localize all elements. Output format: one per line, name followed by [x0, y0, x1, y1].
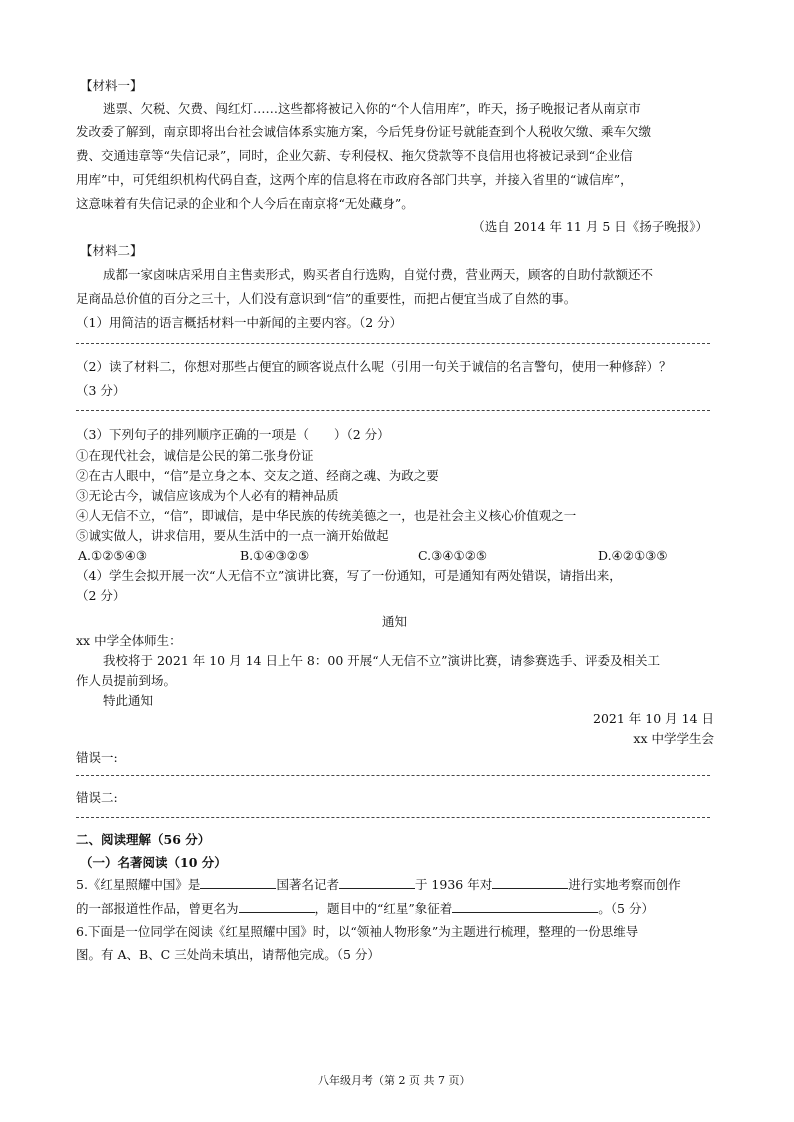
question-4-score: （2 分） — [76, 588, 126, 603]
answer-line-error-two[interactable] — [76, 817, 710, 818]
notice-date: 2021 年 10 月 14 日 — [593, 711, 714, 726]
sentence-item: ①在现代社会，诚信是公民的第二张身份证 — [76, 448, 314, 463]
q5-text: 于 1936 年对 — [414, 877, 493, 892]
question-6-line: 图。有 A、B、C 三处尚未填出，请帮他完成。（5 分） — [76, 947, 380, 962]
q5-text: 国著名记者 — [276, 877, 339, 892]
question-5-line-2 — [76, 901, 654, 917]
notice-body: 作人员提前到场。 — [76, 673, 177, 688]
sentence-item: ⑤诚实做人，讲求信用，要从生活中的一点一滴开始做起 — [76, 528, 389, 543]
material-1-line: 发改委了解到，南京即将出台社会诚信体系实施方案，今后凭身份证号就能查到个人税收欠缴、乘车欠缴 — [76, 124, 652, 139]
q5-text: 进行实地考察而创作 — [568, 877, 681, 892]
material-1-line: 用库”中，可凭组织机构代码自查，这两个库的信息将在市政府各部门共享，并接入省里的“诚信库”， — [76, 172, 633, 187]
material-1-line: 这意味着有失信记录的企业和个人今后在南京将“无处藏身”。 — [76, 196, 414, 211]
fill-blank-former-title[interactable] — [239, 901, 315, 913]
q5-text: 5.《红星照耀中国》是 — [76, 877, 201, 892]
answer-line-q2[interactable] — [76, 410, 710, 411]
material-1-line: 逃票、欠税、欠费、闯红灯……这些都将被记入你的“个人信用库”，昨天，扬子晚报记者从南京市 — [103, 101, 641, 116]
section-2-subtitle: （一）名著阅读（10 分） — [80, 855, 227, 870]
answer-line-error-one[interactable] — [76, 775, 710, 776]
question-4: （4）学生会拟开展一次“人无信不立”演讲比赛，写了一份通知，可是通知有两处错误，请指出来， — [76, 568, 622, 583]
question-6-line: 6.下面是一位同学在阅读《红星照耀中国》时，以“领袖人物形象”为主题进行梳理，整理的一份思维导 — [76, 924, 639, 939]
fill-blank-region[interactable] — [492, 877, 568, 889]
option-b[interactable]: B.①④③②⑤ — [240, 548, 310, 563]
question-1: （1）用简洁的语言概括材料一中新闻的主要内容。（2 分） — [76, 315, 403, 330]
option-a[interactable]: A.①②⑤④③ — [78, 548, 148, 563]
question-3: （3）下列句子的排列顺序正确的一项是（ ）（2 分） — [76, 427, 390, 442]
fill-blank-journalist[interactable] — [339, 877, 415, 889]
page-footer: 八年级月考（第 2 页 共 7 页） — [318, 1074, 471, 1087]
material-1-source: （选自 2014 年 11 月 5 日《扬子晚报》） — [472, 219, 708, 234]
notice-title: 通知 — [382, 614, 408, 629]
option-c[interactable]: C.③④①②⑤ — [418, 548, 488, 563]
section-2-title: 二、阅读理解（56 分） — [76, 832, 211, 847]
q5-text: 的一部报道性作品，曾更名为 — [76, 901, 239, 916]
sentence-item: ③无论古今，诚信应该成为个人必有的精神品质 — [76, 488, 339, 503]
notice-body: 我校将于 2021 年 10 月 14 日上午 8：00 开展“人无信不立”演讲比赛，请参赛选手、评委及相关工 — [103, 653, 661, 668]
option-d[interactable]: D.④②①③⑤ — [598, 548, 668, 563]
sentence-item: ②在古人眼中，“信”是立身之本、交友之道、经商之魂、为政之要 — [76, 468, 439, 483]
q5-text: ，题目中的“红星”象征着 — [314, 901, 453, 916]
notice-greeting: xx 中学全体师生： — [76, 633, 182, 648]
notice-signer: xx 中学学生会 — [633, 731, 714, 746]
question-2-score: （3 分） — [76, 383, 126, 398]
question-2: （2）读了材料二，你想对那些占便宜的顾客说点什么呢（引用一句关于诚信的名言警句，使用一种修辞）？ — [76, 359, 672, 374]
answer-line-q1[interactable] — [76, 343, 710, 344]
sentence-item: ④人无信不立，“信”，即诚信，是中华民族的传统美德之一，也是社会主义核心价值观之一 — [76, 508, 577, 523]
notice-closing: 特此通知 — [103, 693, 154, 708]
error-one-label: 错误一: — [76, 750, 118, 765]
error-two-label: 错误二: — [76, 790, 118, 805]
material-2-line: 成都一家卤味店采用自主售卖形式，购买者自行选购，自觉付费，营业两天，顾客的自助付款额还不 — [103, 267, 654, 282]
material-2-line: 足商品总价值的百分之三十，人们没有意识到“信”的重要性，而把占便宜当成了自然的事。 — [76, 291, 577, 306]
material-1-line: 费、交通违章等“失信记录”，同时，企业欠薪、专利侵权、拖欠贷款等不良信用也将被记录到“企业信 — [76, 148, 633, 163]
material-1-heading: 【材料一】 — [80, 78, 143, 93]
question-5-line-1 — [76, 877, 681, 893]
fill-blank-country[interactable] — [200, 877, 276, 889]
material-2-heading: 【材料二】 — [80, 243, 143, 258]
q5-text: 。（5 分） — [598, 901, 654, 916]
fill-blank-red-star-symbol[interactable] — [452, 901, 598, 913]
